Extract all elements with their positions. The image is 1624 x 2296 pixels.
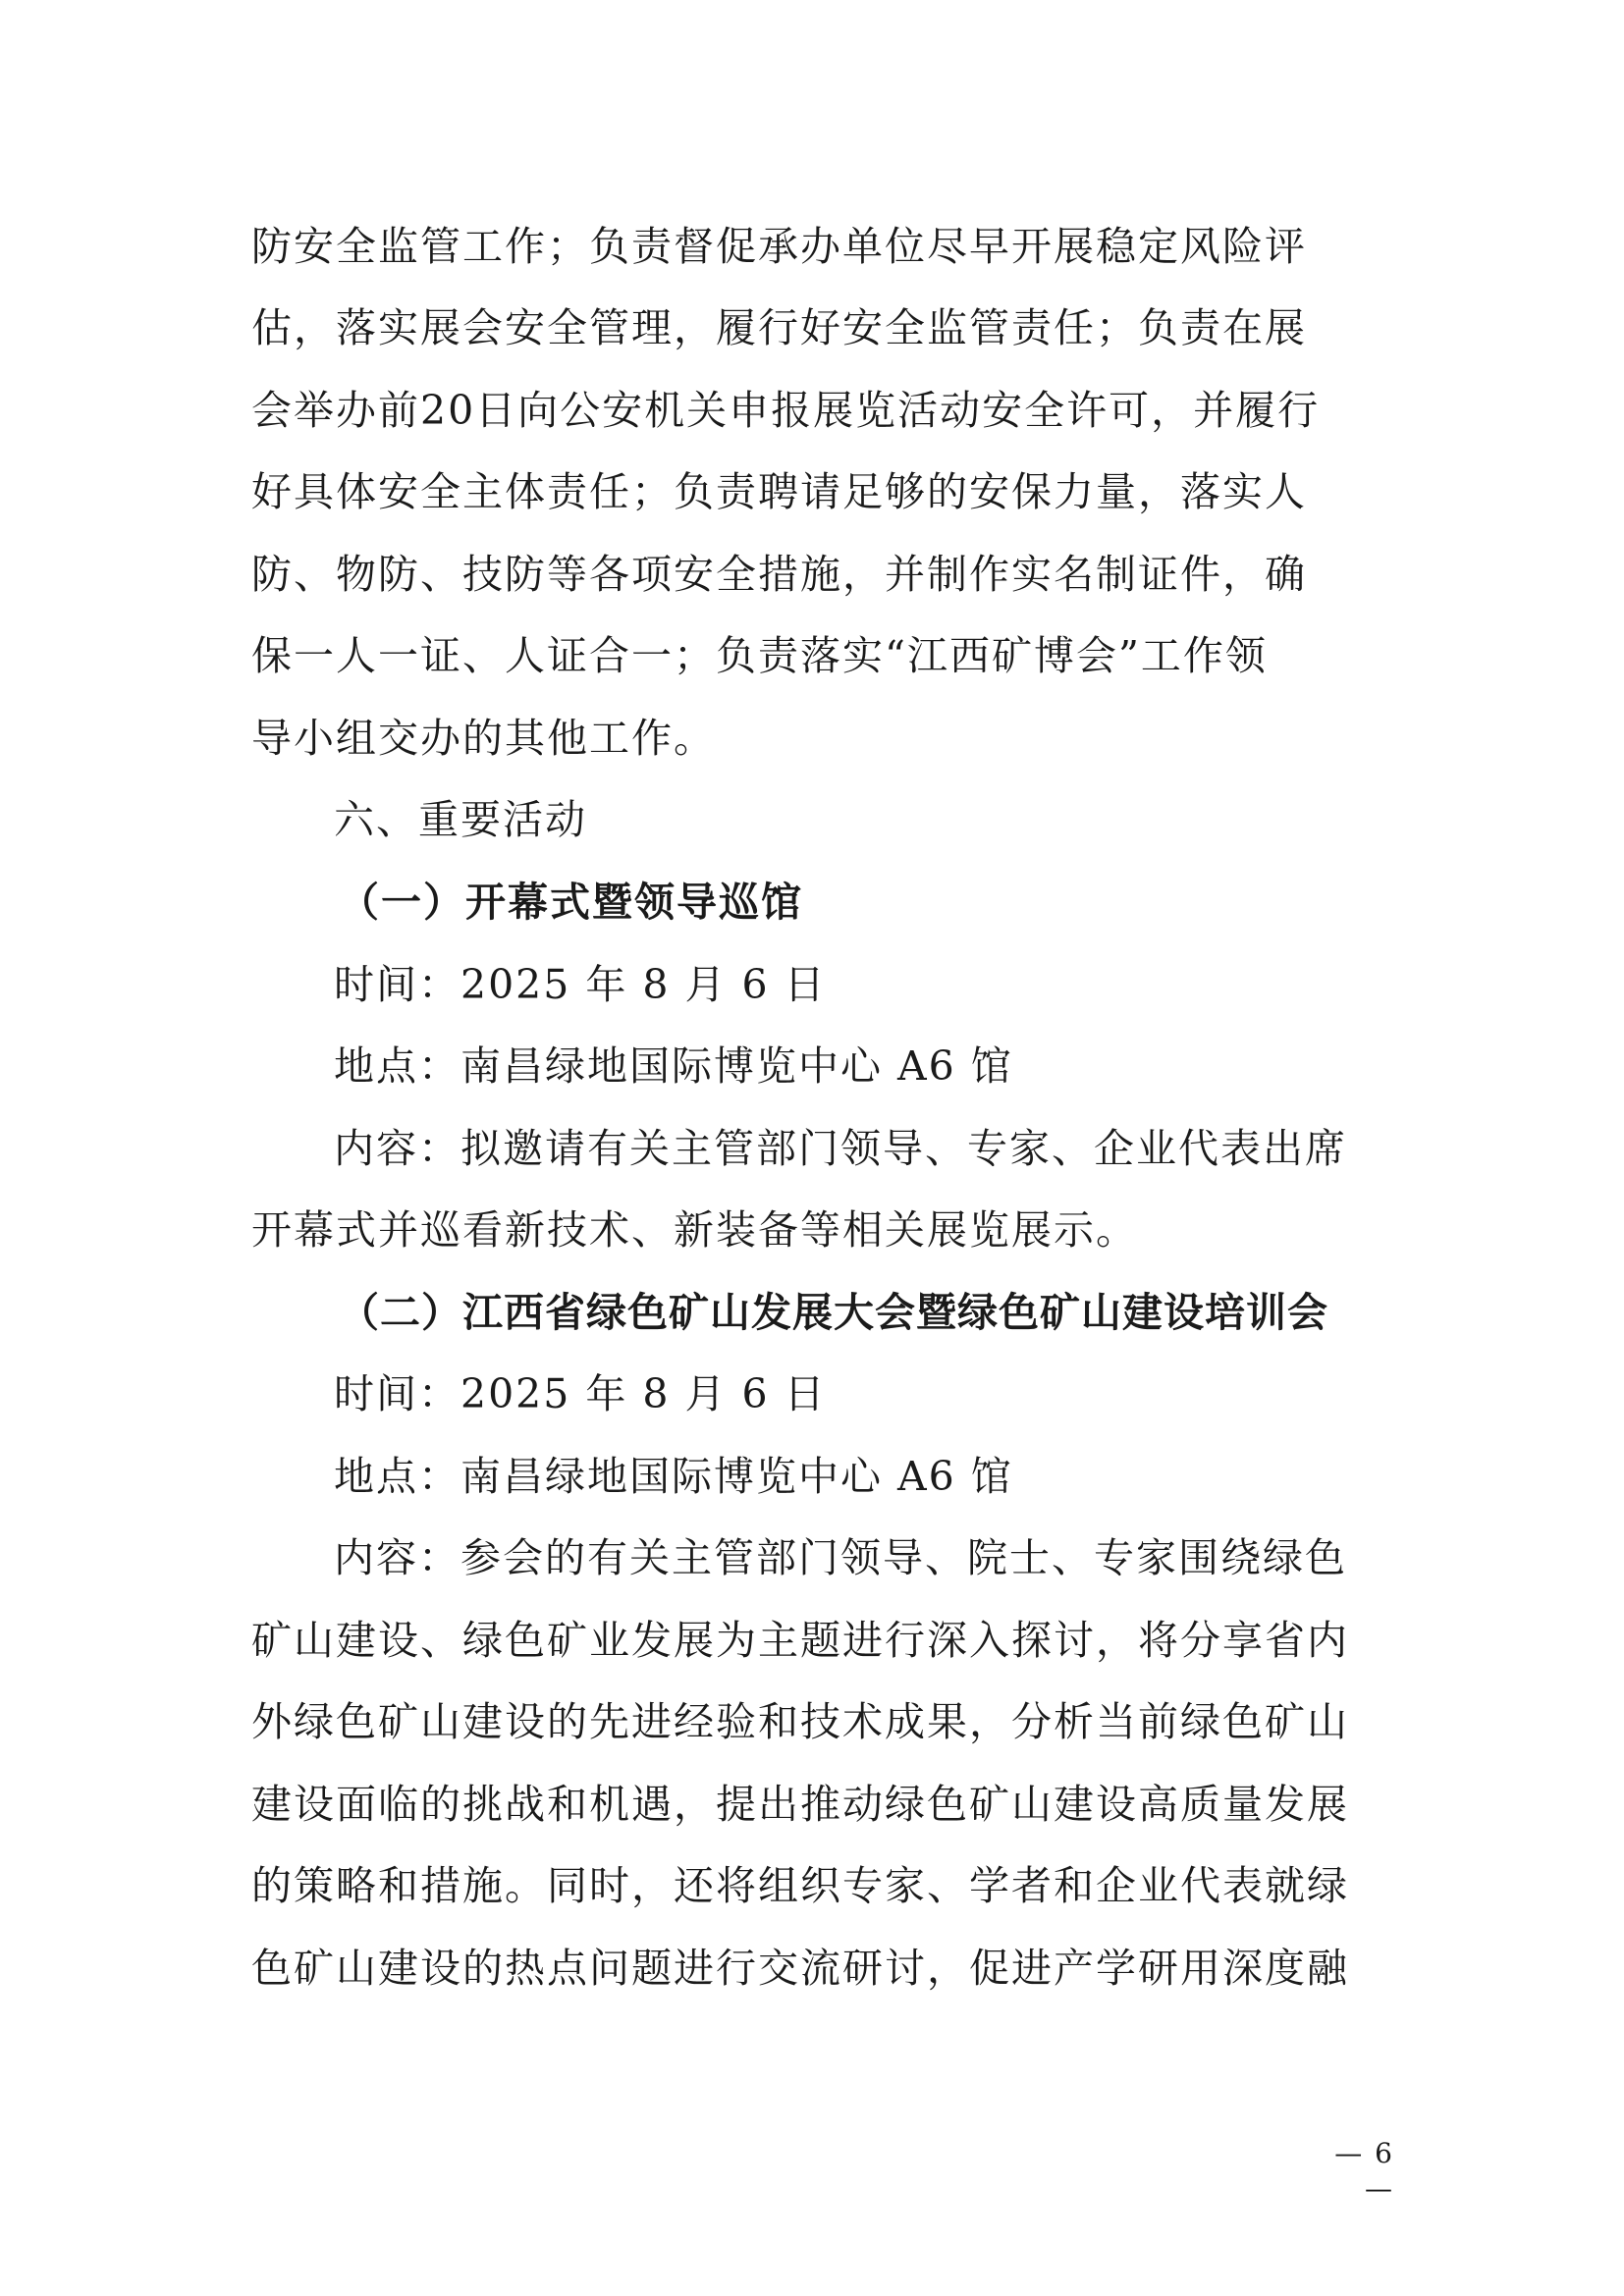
paragraph-line: 导小组交办的其他工作。 [251,715,716,762]
paragraph-line: 估，落实展会安全管理，履行好安全监管责任；负责在展 [251,304,1307,351]
activity-place: 地点：南昌绿地国际博览中心 A6 馆 [334,1453,1013,1500]
activity-time: 时间：2025 年 8 月 6 日 [334,961,827,1008]
section-heading: 六、重要活动 [334,796,587,843]
activity-content-line: 矿山建设、绿色矿业发展为主题进行深入探讨，将分享省内 [251,1617,1349,1664]
activity-time: 时间：2025 年 8 月 6 日 [334,1370,827,1417]
activity-title: （一）开幕式暨领导巡馆 [339,879,803,926]
activity-content-line: 色矿山建设的热点问题进行交流研讨，促进产学研用深度融 [251,1945,1349,1992]
paragraph-line: 会举办前20日向公安机关申报展览活动安全许可，并履行 [251,387,1321,434]
activity-place: 地点：南昌绿地国际博览中心 A6 馆 [334,1042,1013,1090]
paragraph-line: 保一人一证、人证合一；负责落实“江西矿博会”工作领 [251,632,1268,679]
page-number: — 6 — [1334,2137,1394,2205]
activity-content-line: 建设面临的挑战和机遇，提出推动绿色矿山建设高质量发展 [251,1781,1349,1828]
activity-title: （二）江西省绿色矿山发展大会暨绿色矿山建设培训会 [339,1289,1328,1336]
activity-content-line: 开幕式并巡看新技术、新装备等相关展览展示。 [251,1206,1138,1254]
paragraph-line: 好具体安全主体责任；负责聘请足够的安保力量，落实人 [251,468,1307,515]
activity-content-line: 外绿色矿山建设的先进经验和技术成果，分析当前绿色矿山 [251,1698,1349,1745]
activity-content-line: 内容：参会的有关主管部门领导、院士、专家围绕绿色 [334,1534,1347,1581]
paragraph-line: 防、物防、技防等各项安全措施，并制作实名制证件，确 [251,551,1307,598]
paragraph-line: 防安全监管工作；负责督促承办单位尽早开展稳定风险评 [251,223,1307,270]
activity-content-line: 内容：拟邀请有关主管部门领导、专家、企业代表出席 [334,1125,1347,1172]
activity-content-line: 的策略和措施。同时，还将组织专家、学者和企业代表就绿 [251,1862,1349,1909]
